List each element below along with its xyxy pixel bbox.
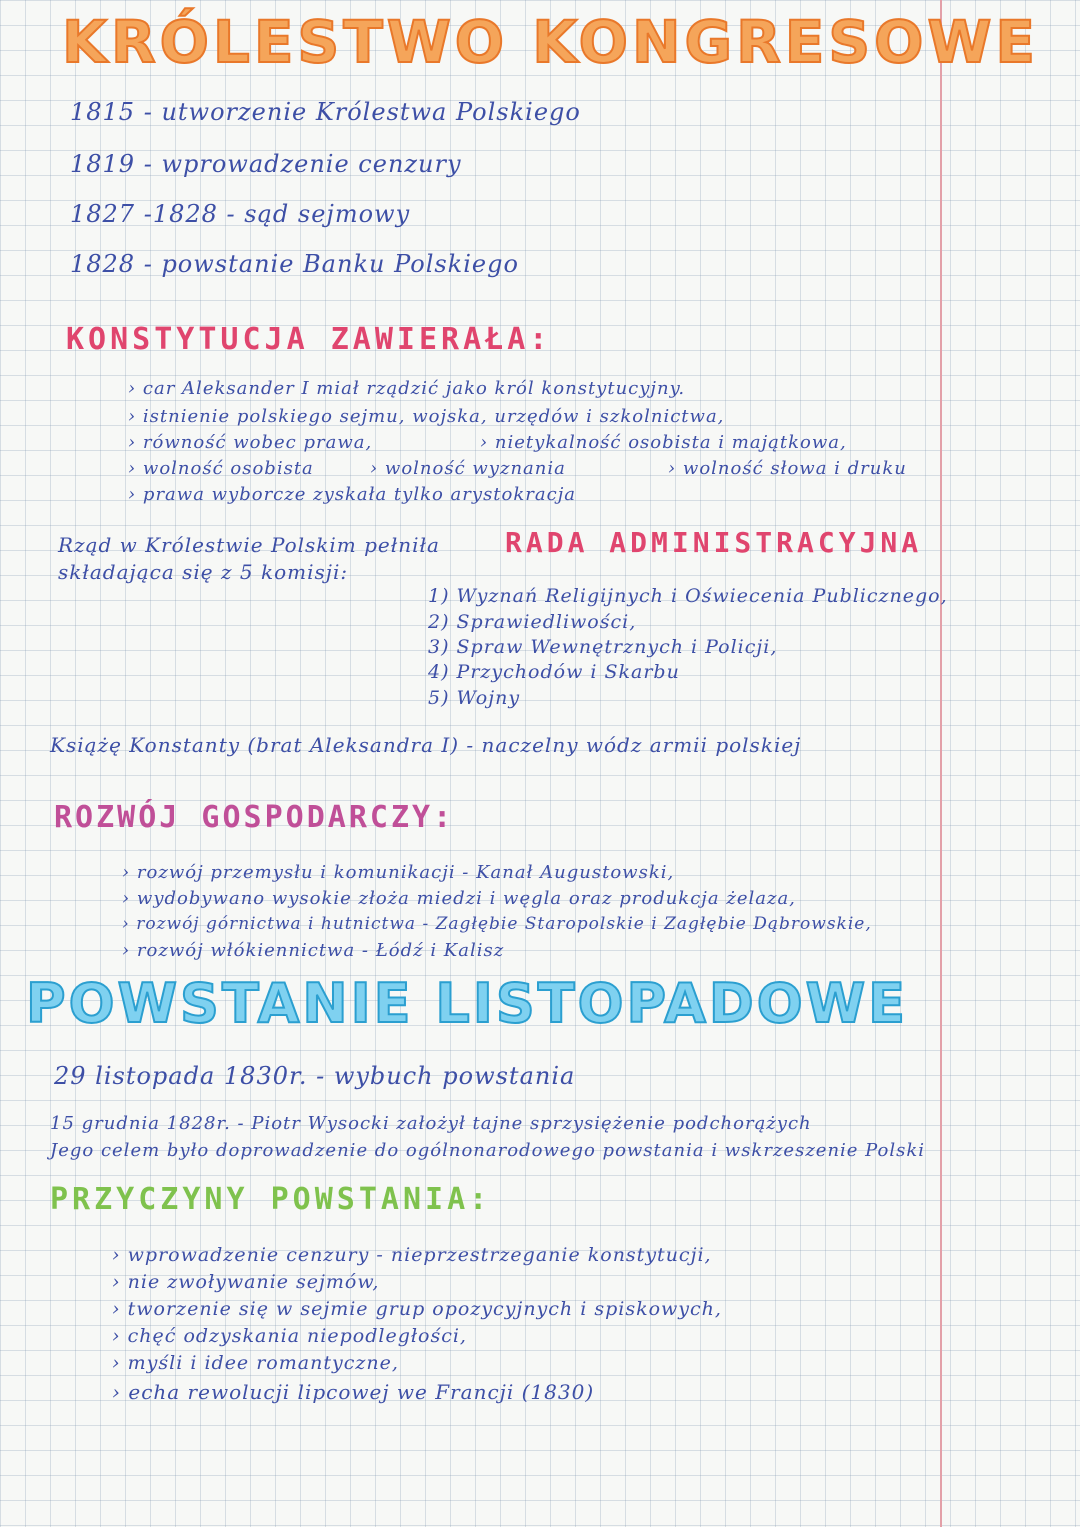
heading-konstytucja: KONSTYTUCJA ZAWIERAŁA: xyxy=(66,322,552,357)
timeline-item: 1828 - powstanie Banku Polskiego xyxy=(70,250,519,278)
przyczyna-item: › tworzenie się w sejmie grup opozycyjnych i spiskowych, xyxy=(112,1298,722,1320)
przyczyna-item: › nie zwoływanie sejmów, xyxy=(112,1271,379,1293)
rozwoj-item: › rozwój górnictwa i hutnictwa - Zagłębie Staropolskie i Zagłębie Dąbrowskie, xyxy=(122,914,872,934)
komisja-item: 2) Sprawiedliwości, xyxy=(428,611,637,633)
komisja-item: 4) Przychodów i Skarbu xyxy=(428,661,680,683)
wysocki-line: 15 grudnia 1828r. - Piotr Wysocki założył tajne sprzysiężenie podchorążych xyxy=(50,1113,812,1134)
rada-administracyjna-highlight: RADA ADMINISTRACYJNA xyxy=(505,526,923,559)
komisja-item: 5) Wojny xyxy=(428,687,521,709)
konstanty-note: Książę Konstanty (brat Aleksandra I) - naczelny wódz armii polskiej xyxy=(50,733,802,757)
konstytucja-item: › car Aleksander I miał rządzić jako król konstytucyjny. xyxy=(128,378,685,399)
rozwoj-item: › wydobywano wysokie złoża miedzi i węgla oraz produkcja żelaza, xyxy=(122,888,796,909)
komisja-item: 1) Wyznań Religijnych i Oświecenia Publicznego, xyxy=(428,585,948,607)
title-krolestwo-kongresowe: KRÓLESTWO KONGRESOWE xyxy=(62,8,1040,76)
rozwoj-item: › rozwój przemysłu i komunikacji - Kanał Augustowski, xyxy=(122,862,674,883)
heading-rozwoj-gospodarczy: ROZWÓJ GOSPODARCZY: xyxy=(54,800,455,835)
rada-line-1: Rząd w Królestwie Polskim pełniła xyxy=(58,533,440,557)
konstytucja-item: › równość wobec prawa, xyxy=(128,432,372,453)
konstytucja-item: › wolność słowa i druku xyxy=(668,458,907,479)
przyczyna-item: › wprowadzenie cenzury - nieprzestrzeganie konstytucji, xyxy=(112,1244,712,1266)
przyczyna-item: › myśli i idee romantyczne, xyxy=(112,1352,399,1374)
konstytucja-item: › istnienie polskiego sejmu, wojska, urzędów i szkolnictwa, xyxy=(128,406,724,427)
timeline-item: 1827 -1828 - sąd sejmowy xyxy=(70,200,411,228)
wybuch-powstania: 29 listopada 1830r. - wybuch powstania xyxy=(54,1062,576,1090)
rozwoj-item: › rozwój włókiennictwa - Łódź i Kalisz xyxy=(122,940,504,961)
konstytucja-item: › prawa wyborcze zyskała tylko arystokracja xyxy=(128,484,576,505)
margin-line xyxy=(940,0,942,1527)
timeline-item: 1815 - utworzenie Królestwa Polskiego xyxy=(70,98,581,126)
rada-line-2: składająca się z 5 komisji: xyxy=(58,560,349,584)
komisja-item: 3) Spraw Wewnętrznych i Policji, xyxy=(428,636,778,658)
wysocki-line: Jego celem było doprowadzenie do ogólnonarodowego powstania i wskrzeszenie Polski xyxy=(50,1140,926,1161)
konstytucja-item: › nietykalność osobista i majątkowa, xyxy=(480,432,847,453)
konstytucja-item: › wolność osobista xyxy=(128,458,314,479)
przyczyna-item: › chęć odzyskania niepodległości, xyxy=(112,1325,467,1347)
przyczyna-item: › echa rewolucji lipcowej we Francji (1830) xyxy=(112,1380,594,1404)
title-powstanie-listopadowe: POWSTANIE LISTOPADOWE xyxy=(26,972,909,1035)
timeline-item: 1819 - wprowadzenie cenzury xyxy=(70,150,462,178)
konstytucja-item: › wolność wyznania xyxy=(370,458,566,479)
heading-przyczyny-powstania: PRZYCZYNY POWSTANIA: xyxy=(50,1182,492,1217)
